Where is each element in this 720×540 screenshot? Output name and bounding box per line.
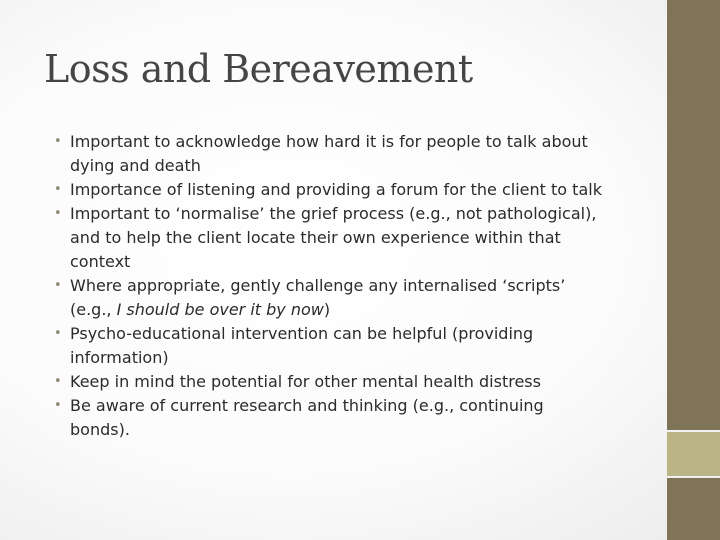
bullet-text-4-emphasis: I should be over it by now	[116, 300, 324, 319]
bullet-text-6: Keep in mind the potential for other mental health distress	[70, 372, 541, 391]
bullet-icon: •	[54, 278, 62, 293]
bullet-text-3: Important to ‘normalise’ the grief process (e.g., not pathological), and to help the client locate their own experience within that context	[70, 204, 597, 271]
bullet-text-5: Psycho-educational intervention can be helpful (providing information)	[70, 324, 534, 367]
bullet-item-4	[52, 274, 607, 322]
bullet-item-6	[52, 370, 607, 394]
bullet-icon: •	[54, 134, 62, 149]
bullet-text-2: Importance of listening and providing a forum for the client to talk	[70, 180, 602, 199]
bullet-text-1: Important to acknowledge how hard it is for people to talk about dying and death	[70, 132, 588, 175]
bullet-item-3	[52, 202, 607, 274]
bullet-text-7: Be aware of current research and thinking (e.g., continuing bonds).	[70, 396, 544, 439]
sidebar-bottom-panel	[667, 478, 720, 540]
bullet-item-7	[52, 394, 607, 442]
bullet-text-4-start: Where appropriate, gently challenge any internalised ‘scripts’ (e.g.,	[70, 276, 566, 319]
bullet-icon: •	[54, 182, 62, 197]
bullet-text-4-end: )	[323, 300, 331, 319]
bullet-item-5	[52, 322, 607, 370]
bullet-list	[52, 130, 607, 442]
decorative-sidebar	[667, 0, 720, 540]
bullet-icon: •	[54, 326, 62, 341]
slide-title: Loss and Bereavement	[44, 47, 473, 91]
bullet-item-1	[52, 130, 607, 178]
bullet-icon: •	[54, 374, 62, 389]
bullet-icon: •	[54, 206, 62, 221]
bullet-item-2	[52, 178, 607, 202]
sidebar-accent-panel	[667, 432, 720, 476]
sidebar-top-panel	[667, 0, 720, 430]
bullet-icon: •	[54, 398, 62, 413]
